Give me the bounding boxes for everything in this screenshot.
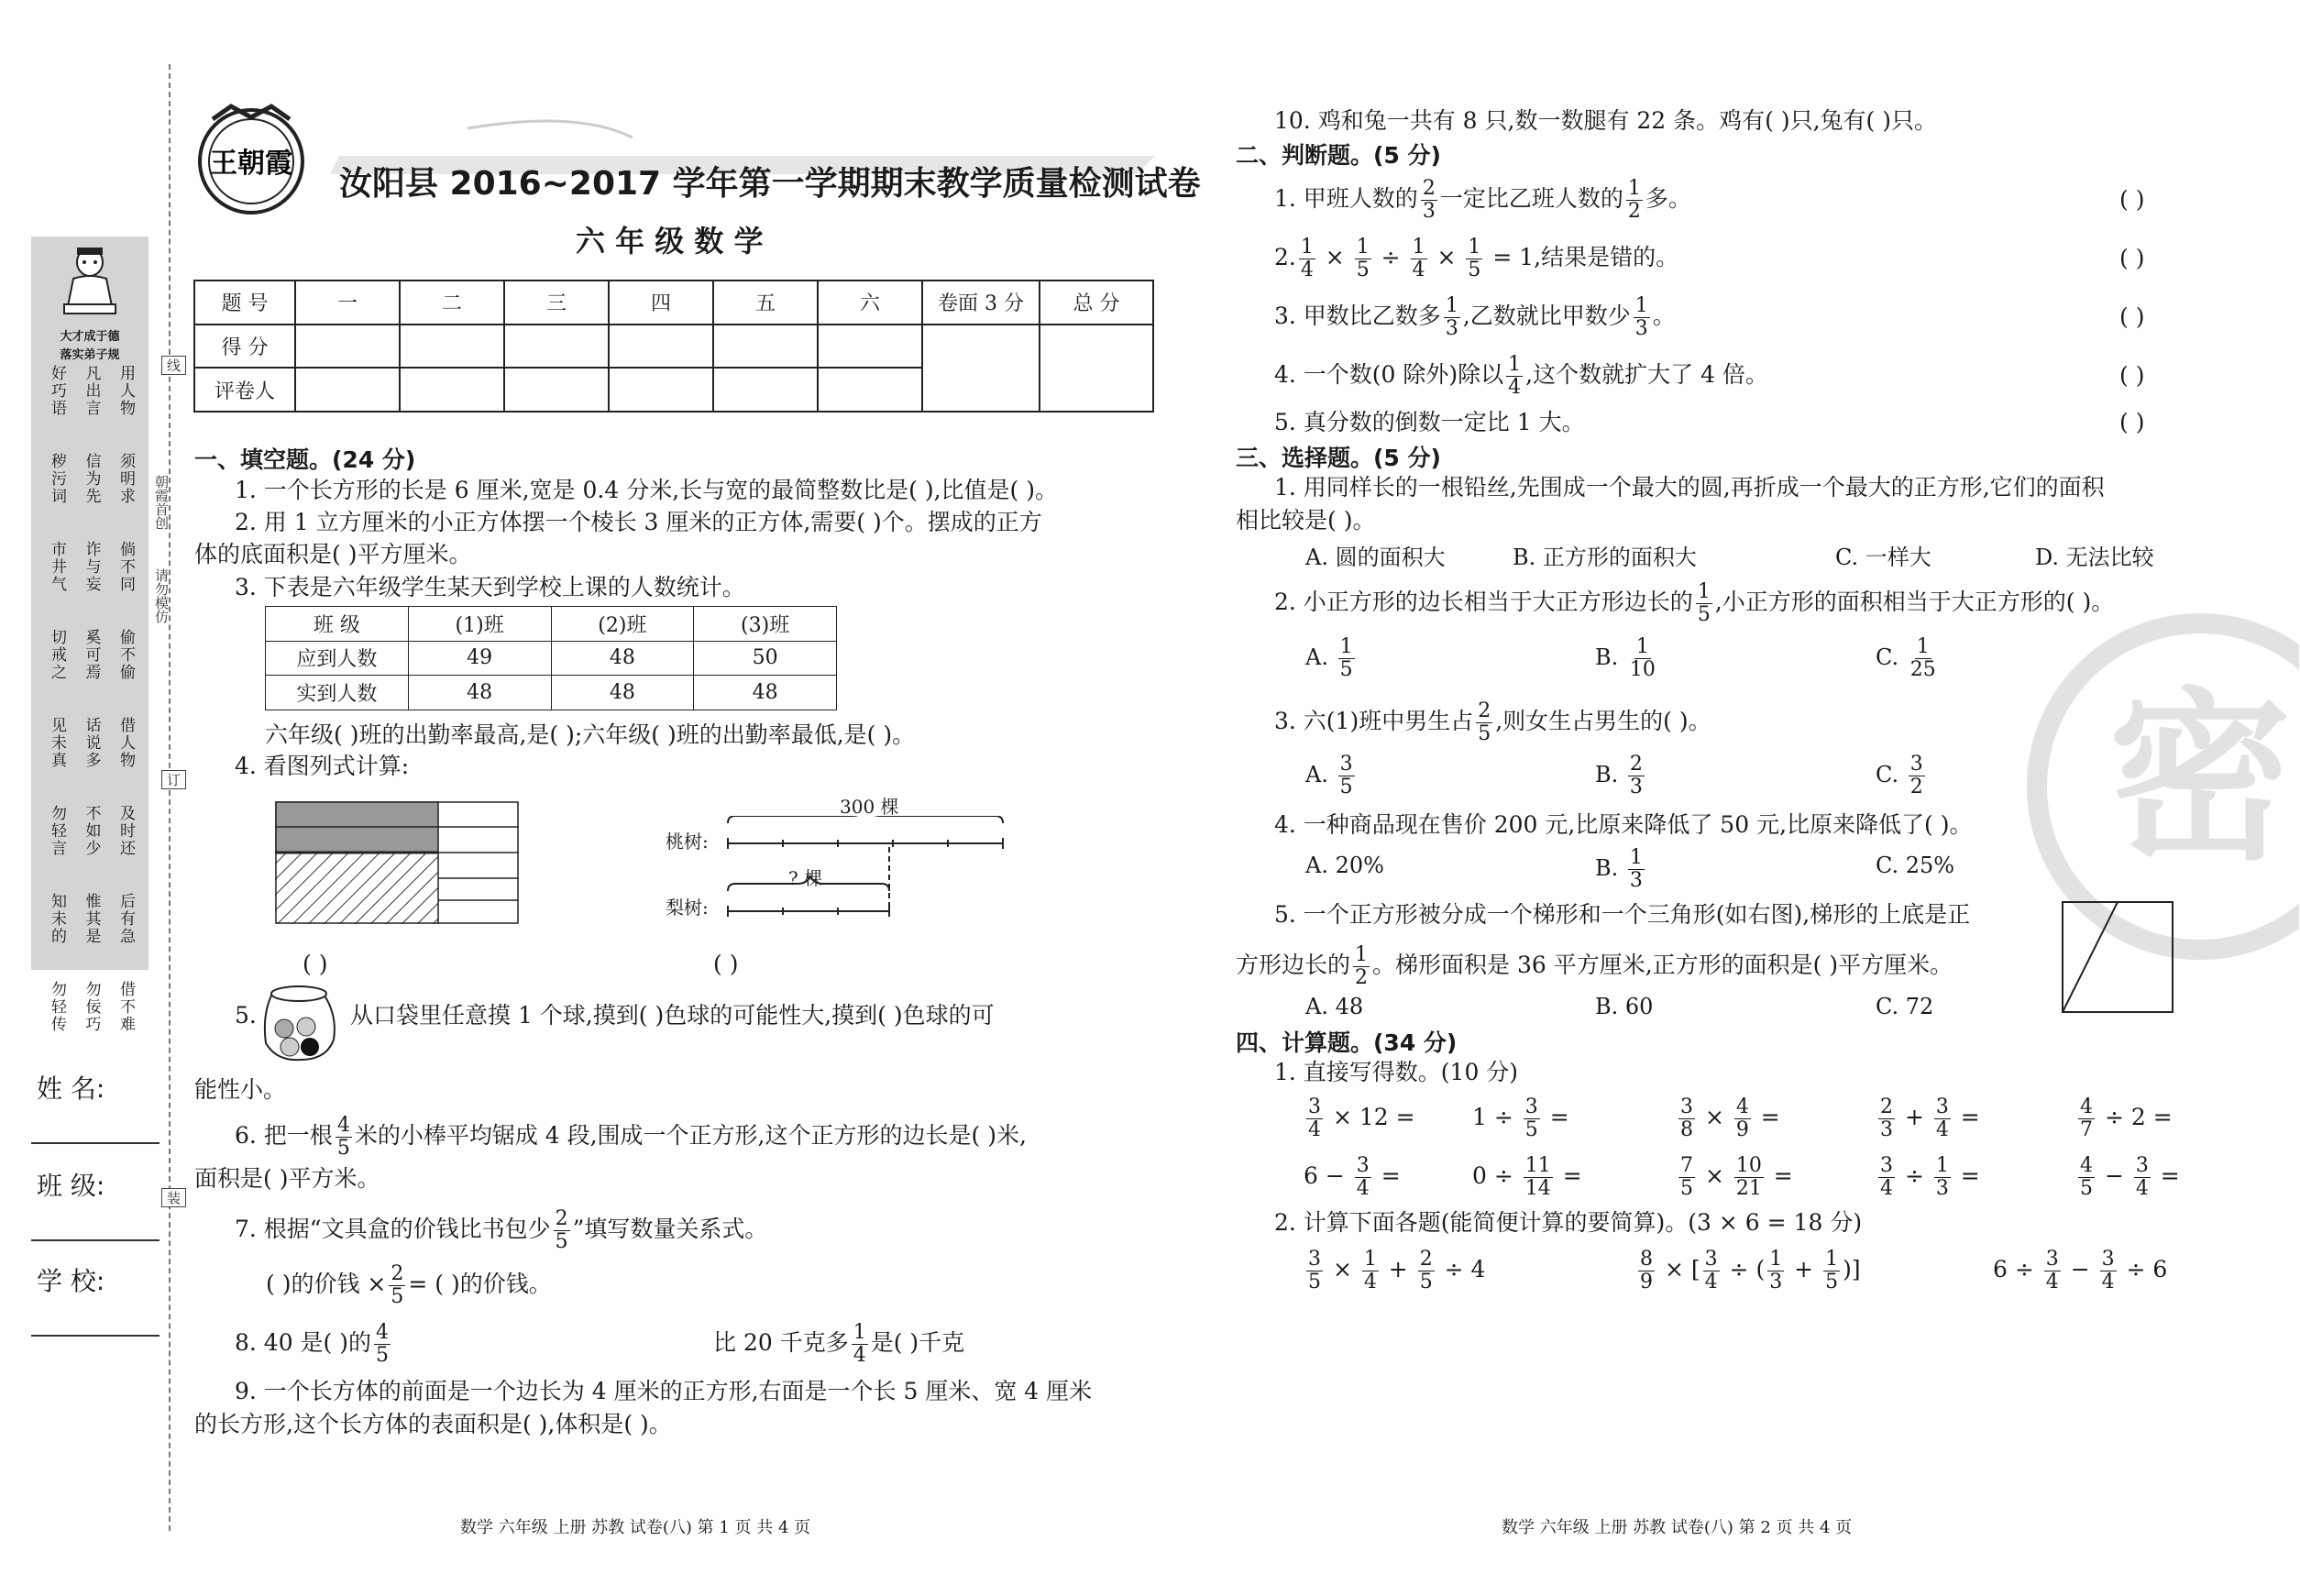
att-cell: 50 (694, 641, 837, 676)
question-3: 3. 下表是六年级学生某天到学校上课的人数统计。 (235, 574, 745, 600)
proverb: 切戒之 (48, 629, 66, 681)
fraction: $\frac{4}{5}$ (336, 1114, 350, 1160)
option[interactable]: D. 无法比较 (2035, 545, 2154, 570)
page-footer: 数学 六年级 上册 苏教 试卷(八) 第 2 页 共 4 页 (1502, 1518, 1853, 1537)
question-7 (235, 1208, 767, 1253)
q8-text: 8. 40 是( )的 (235, 1329, 372, 1356)
option[interactable]: A. $\frac{3}{5}$ (1305, 753, 1353, 798)
answer-paren[interactable]: ( ) (2119, 186, 2145, 213)
proverb: 须明求 (116, 453, 135, 505)
brand-logo (194, 101, 308, 220)
tree-line-diagram (724, 816, 1008, 917)
att-header: (2)班 (551, 607, 694, 642)
grader-cell[interactable] (818, 368, 922, 412)
fraction: $\frac{2}{5}$ (555, 1207, 568, 1253)
diagram-pear-label: 梨树: (666, 897, 709, 919)
calc-item: $\frac{3}{4}$ × 12 = (1308, 1095, 1415, 1141)
motto-strip (31, 237, 149, 1033)
option[interactable]: B. 正方形的面积大 (1513, 545, 1697, 570)
score-cell[interactable] (400, 325, 504, 369)
proverb: 借不难 (116, 981, 135, 1033)
score-header: 一 (295, 281, 400, 325)
judge-1: 1. 甲班人数的 $\frac{2}{3}$ 一定比乙班人数的 $\frac{1}{2}$ 多。 (1274, 177, 1691, 223)
calc-item: $\frac{4}{5}$ − $\frac{3}{4}$ = (2080, 1154, 2180, 1200)
score-header: 四 (609, 281, 713, 325)
option[interactable]: C. $\frac{3}{2}$ (1876, 753, 1923, 798)
notice-text: 请勿模仿 (153, 568, 170, 623)
option[interactable]: B. 60 (1595, 994, 1654, 1019)
proverb: 市井气 (48, 541, 66, 593)
proverb: 借人物 (116, 717, 135, 769)
grader-cell[interactable] (504, 368, 609, 412)
fraction: $\frac{4}{5}$ (376, 1321, 390, 1367)
judge-5: 5. 真分数的倒数一定比 1 大。 (1274, 409, 1585, 435)
option[interactable]: A. $\frac{1}{5}$ (1305, 635, 1353, 681)
att-header: (1)班 (408, 607, 551, 642)
q6-text: 6. 把一根 (235, 1122, 333, 1149)
att-cell: 48 (551, 641, 694, 676)
question-9-cont: 的长方形,这个长方体的表面积是( ),体积是( )。 (194, 1411, 672, 1437)
question-5: 从口袋里任意摸 1 个球,摸到( )色球的可能性大,摸到( )色球的可 (350, 1002, 995, 1029)
section-heading: 二、判断题。(5 分) (1236, 142, 1441, 169)
question-9: 9. 一个长方体的前面是一个边长为 4 厘米的正方形,右面是一个长 5 厘米、宽 4 厘米 (235, 1378, 1093, 1404)
option[interactable]: B. $\frac{1}{10}$ (1595, 635, 1656, 681)
judge-2: 2. $\frac{1}{4}$ × $\frac{1}{5}$ ÷ $\frac{1}{4}$ × $\frac{1}{5}$ = 1,结果是错的。 (1274, 236, 1679, 281)
question-1: 1. 一个长方形的长是 6 厘米,宽是 0.4 分米,长与宽的最简整数比是( ),比值是( )。 (235, 477, 1059, 503)
option[interactable]: B. $\frac{1}{3}$ (1595, 846, 1643, 892)
section-heading: 三、选择题。(5 分) (1236, 445, 1441, 471)
proverb: 不如少 (82, 805, 101, 857)
att-cell: 应到人数 (266, 641, 409, 676)
grader-cell[interactable] (295, 368, 400, 412)
att-cell: 48 (694, 676, 837, 710)
school-label: 学 校: (37, 1266, 105, 1296)
score-header: 题 号 (194, 281, 295, 325)
question-5-cont: 能性小。 (194, 1076, 287, 1103)
binding-mark: 线 (161, 356, 186, 375)
diagram-total-label: 300 棵 (840, 796, 899, 818)
q7-text: ( )的价钱 × (266, 1271, 387, 1297)
proverb: 偷不偷 (116, 629, 135, 681)
score-row-label: 得 分 (194, 325, 295, 369)
question-2: 2. 用 1 立方厘米的小正方体摆一个棱长 3 厘米的正方体,需要( )个。摆成的正方 (235, 509, 1042, 535)
svg-text:王朝霞: 王朝霞 (210, 148, 292, 180)
svg-text:密: 密 (2107, 672, 2293, 886)
question-7-formula (266, 1263, 552, 1308)
section-heading: 一、填空题。(24 分) (194, 446, 416, 473)
score-cell[interactable] (295, 325, 400, 369)
binding-mark: 订 (161, 770, 186, 789)
question-4: 4. 看图列式计算: (235, 753, 410, 779)
attendance-table (265, 606, 837, 710)
question-3-answer: 六年级( )班的出勤率最高,是( );六年级( )班的出勤率最低,是( )。 (265, 721, 916, 748)
proverb: 勿轻传 (48, 981, 66, 1033)
proverb: 及时还 (116, 805, 135, 857)
question-6 (235, 1115, 1027, 1160)
att-cell: 49 (408, 641, 551, 676)
calc-item: 6 − $\frac{3}{4}$ = (1304, 1154, 1401, 1200)
option[interactable]: B. $\frac{2}{3}$ (1595, 753, 1643, 798)
calc-item: $\frac{7}{5}$ × $\frac{10}{21}$ = (1680, 1154, 1793, 1200)
grader-cell[interactable] (713, 368, 818, 412)
score-cell[interactable] (1040, 325, 1153, 412)
page-footer: 数学 六年级 上册 苏教 试卷(八) 第 1 页 共 4 页 (460, 1518, 811, 1537)
proverb: 勿佞巧 (82, 981, 101, 1033)
score-header: 卷面 3 分 (922, 281, 1040, 325)
answer-paren[interactable]: ( ) (2119, 303, 2145, 330)
choice-5-cont: 方形边长的 $\frac{1}{2}$ 。梯形面积是 36 平方厘米,正方形的面积是( )平方厘米。 (1236, 943, 1953, 989)
class-label: 班 级: (37, 1171, 105, 1201)
proverb: 话说多 (82, 717, 101, 769)
proverb: 好巧语 (48, 365, 66, 417)
answer-blank[interactable]: ( ) (303, 951, 328, 977)
name-label: 姓 名: (37, 1073, 105, 1104)
name-field[interactable] (31, 1142, 160, 1144)
proverb: 勿轻言 (48, 805, 66, 857)
q7-text: = ( )的价钱。 (408, 1271, 552, 1297)
score-cell[interactable] (609, 325, 713, 369)
option[interactable]: C. 25% (1876, 853, 1955, 878)
score-cell[interactable] (818, 325, 922, 369)
option[interactable]: A. 20% (1305, 853, 1384, 878)
fraction: $\frac{2}{5}$ (391, 1262, 404, 1308)
question-8-right (713, 1322, 964, 1367)
choice-3: 3. 六(1)班中男生占 $\frac{2}{5}$ ,则女生占男生的( )。 (1274, 699, 1711, 745)
proverb: 惟其是 (82, 893, 101, 945)
q8-text: 比 20 千克多 (713, 1329, 849, 1356)
exam-subtitle: 六 年 级 数 学 (576, 224, 764, 259)
calc-item: $\frac{2}{3}$ + $\frac{3}{4}$ = (1880, 1095, 1980, 1141)
question-6-cont: 面积是( )平方米。 (194, 1165, 380, 1192)
score-header: 二 (400, 281, 504, 325)
att-cell: 48 (551, 676, 694, 710)
calc-item: $\frac{3}{4}$ ÷ $\frac{1}{3}$ = (1880, 1154, 1980, 1200)
option[interactable]: C. 一样大 (1835, 545, 1931, 570)
score-cell[interactable] (922, 325, 1040, 412)
grader-cell[interactable] (609, 368, 713, 412)
judge-3: 3. 甲数比乙数多 $\frac{1}{3}$ ,乙数就比甲数少 $\frac{1}{3}$ 。 (1274, 294, 1676, 340)
score-header: 五 (713, 281, 818, 325)
proverb: 后有急 (116, 893, 135, 945)
score-header: 三 (504, 281, 609, 325)
answer-paren[interactable]: ( ) (2119, 362, 2145, 389)
score-header: 六 (818, 281, 922, 325)
option[interactable]: A. 48 (1305, 994, 1364, 1019)
calc-1-heading: 1. 直接写得数。(10 分) (1274, 1059, 1519, 1085)
section-heading: 四、计算题。(34 分) (1236, 1029, 1458, 1056)
calc-item: 6 ÷ $\frac{3}{4}$ − $\frac{3}{4}$ ÷ 6 (1993, 1248, 2168, 1293)
grader-cell[interactable] (400, 368, 504, 412)
fraction-grid-figure (275, 801, 519, 924)
proverb: 倘不同 (116, 541, 135, 593)
calc-item: 0 ÷ $\frac{11}{14}$ = (1472, 1154, 1582, 1200)
proverb: 诈与妄 (82, 541, 101, 593)
binding-mark: 装 (161, 1188, 186, 1207)
proverb: 见未真 (48, 717, 66, 769)
att-cell: 48 (408, 676, 551, 710)
score-row-label: 评卷人 (194, 368, 295, 412)
q6-text: 米的小棒平均锯成 4 段,围成一个正方形,这个正方形的边长是( )米, (354, 1122, 1027, 1149)
score-header: 总 分 (1040, 281, 1153, 325)
q7-text: ”填写数量关系式。 (572, 1216, 768, 1242)
proverb: 秽污词 (48, 453, 66, 505)
calc-2-heading: 2. 计算下面各题(能简便计算的要简算)。(3 × 6 = 18 分) (1274, 1209, 1863, 1236)
fraction: $\frac{1}{4}$ (853, 1321, 866, 1367)
option[interactable]: C. 72 (1876, 994, 1934, 1019)
proverb: 信为先 (82, 453, 101, 505)
proverb: 知未的 (48, 893, 66, 945)
score-cell[interactable] (504, 325, 609, 369)
score-table (193, 280, 1154, 413)
motto-line-1: 大才成于德 (60, 330, 120, 344)
choice-5: 5. 一个正方形被分成一个梯形和一个三角形(如右图),梯形的上底是正 (1274, 901, 1971, 928)
question-8-left (235, 1322, 393, 1367)
motto-line-2: 落实弟子规 (60, 348, 120, 362)
q8-text: 是( )千克 (870, 1329, 965, 1356)
proverb: 用人物 (116, 365, 135, 417)
choice-2: 2. 小正方形的边长相当于大正方形边长的 $\frac{1}{5}$ ,小正方形的面积相当于大正方形的( )。 (1274, 580, 2115, 626)
calc-item: 1 ÷ $\frac{3}{5}$ = (1472, 1095, 1569, 1141)
choice-1: 1. 用同样长的一根铅丝,先围成一个最大的圆,再折成一个最大的正方形,它们的面积 (1274, 474, 2105, 501)
answer-paren[interactable]: ( ) (2119, 245, 2145, 271)
notice-text: 朝霞首创 (153, 475, 170, 530)
diagram-peach-label: 桃树: (666, 831, 709, 853)
score-cell[interactable] (713, 325, 818, 369)
calc-item: $\frac{3}{5}$ × $\frac{1}{4}$ + $\frac{2}{5}$ ÷ 4 (1308, 1248, 1486, 1293)
att-header: (3)班 (694, 607, 837, 642)
calc-item: $\frac{4}{7}$ ÷ 2 = (2080, 1095, 2173, 1141)
proverb-columns (46, 365, 138, 1069)
question-2-cont: 体的底面积是( )平方厘米。 (194, 541, 472, 567)
exam-title: 汝阳县 2016~2017 学年第一学期期末教学质量检测试卷 (339, 165, 1201, 203)
square-trapezoid-figure (2061, 900, 2174, 1014)
choice-1-cont: 相比较是( )。 (1236, 507, 1376, 534)
proverb: 奚可焉 (82, 629, 101, 681)
proverb: 凡出言 (82, 365, 101, 417)
option[interactable]: A. 圆的面积大 (1305, 545, 1446, 570)
class-field[interactable] (31, 1239, 160, 1241)
calc-item: $\frac{8}{9}$ × [ $\frac{3}{4}$ ÷ ( $\frac{1}{3}$ + $\frac{1}{5}$ )] (1640, 1248, 1861, 1293)
q7-text: 7. 根据“文具盒的价钱比书包少 (235, 1216, 551, 1242)
binding-line (169, 64, 171, 1531)
answer-blank[interactable]: ( ) (713, 951, 739, 977)
att-header: 班 级 (266, 607, 409, 642)
option[interactable]: C. $\frac{1}{25}$ (1876, 635, 1936, 681)
att-cell: 实到人数 (266, 676, 409, 710)
school-field[interactable] (31, 1335, 160, 1337)
choice-4: 4. 一种商品现在售价 200 元,比原来降低了 50 元,比原来降低了( )。 (1274, 811, 1973, 838)
ball-bag-icon (259, 979, 341, 1063)
question-10: 10. 鸡和兔一共有 8 只,数一数腿有 22 条。鸡有( )只,兔有( )只。 (1274, 107, 1938, 134)
scholar-illustration (61, 242, 119, 326)
diagram-unknown-label: ? 棵 (788, 867, 823, 889)
calc-item: $\frac{3}{8}$ × $\frac{4}{9}$ = (1680, 1095, 1780, 1141)
judge-4: 4. 一个数(0 除外)除以 $\frac{1}{4}$ ,这个数就扩大了 4 倍。 (1274, 353, 1768, 399)
answer-paren[interactable]: ( ) (2119, 409, 2145, 435)
question-5-number: 5. (235, 1002, 257, 1029)
